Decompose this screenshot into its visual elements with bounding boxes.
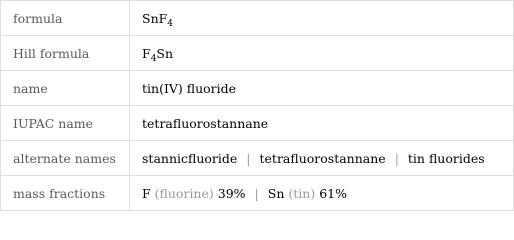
mass-fractions-value [130,176,514,211]
alternate-names-value [130,141,514,176]
table-row-hill-formula [1,36,514,71]
mass-fraction-element-name: (fluorine) [154,185,214,201]
table-row-mass-fractions [1,176,514,211]
table-row-iupac-name [1,106,514,141]
row-label-name: name [1,71,130,106]
name-value: tin(IV) fluoride [130,71,514,106]
iupac-name-value: tetrafluorostannane [130,106,514,141]
hill-formula-value [130,36,514,71]
table-row-alternate-names [1,141,514,176]
row-label-mass-fractions: mass fractions [1,176,130,211]
formula-base: SnF [142,10,168,26]
separator: | [254,185,259,201]
alternate-name-item: tin fluorides [407,150,485,166]
hill-formula-subscript: 4 [150,53,157,64]
table-row-name [1,71,514,106]
mass-fraction-element-name: (tin) [288,185,316,201]
hill-formula-base-1: F [142,45,151,61]
table-row-formula [1,1,514,36]
mass-fraction-percent: 61% [319,185,347,201]
alternate-name-item: tetrafluorostannane [259,150,386,166]
formula-subscript: 4 [167,18,174,29]
alternate-name-item: stannicfluoride [142,150,238,166]
formula-value [130,1,514,36]
hill-formula-base-2: Sn [156,45,174,61]
separator: | [246,150,251,166]
mass-fraction-symbol: F [142,185,151,201]
separator: | [394,150,399,166]
row-label-formula: formula [1,1,130,36]
row-label-alternate-names: alternate names [1,141,130,176]
row-label-hill-formula: Hill formula [1,36,130,71]
mass-fraction-symbol: Sn [267,185,285,201]
row-label-iupac-name: IUPAC name [1,106,130,141]
mass-fraction-percent: 39% [217,185,246,201]
